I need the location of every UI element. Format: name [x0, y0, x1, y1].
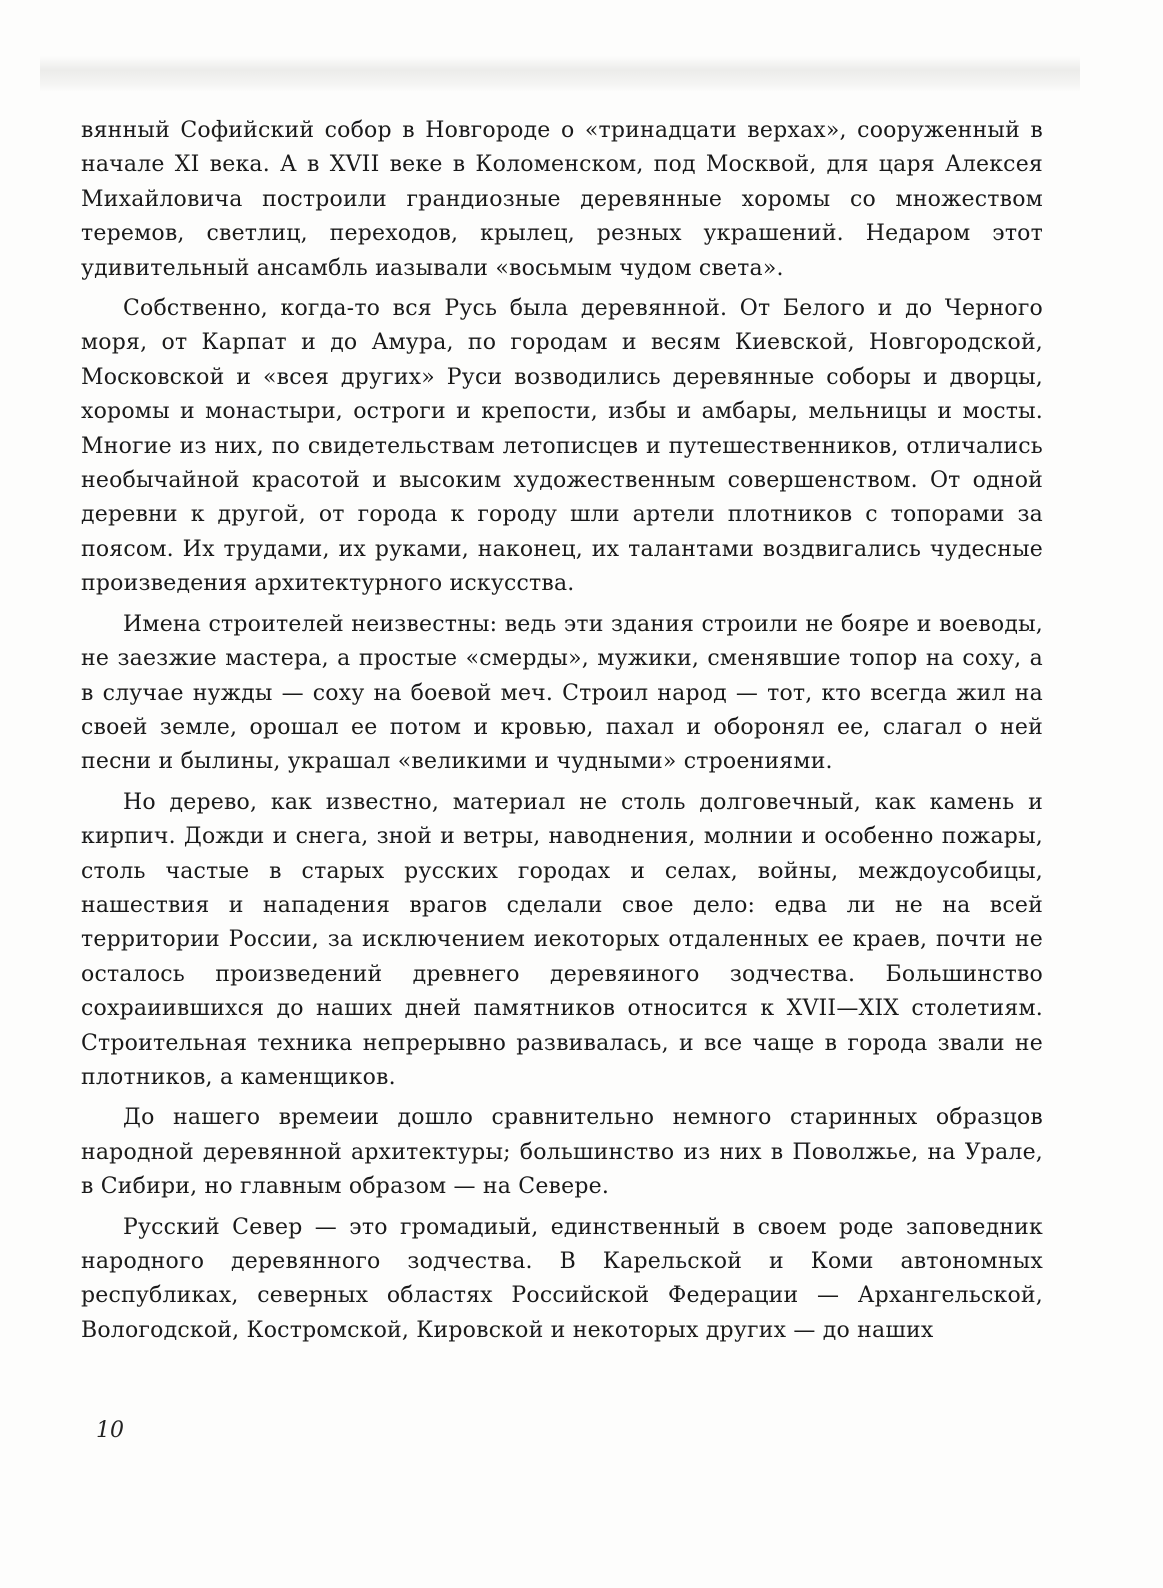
paragraph-2: Собственно, когда-то вся Русь была деревянной. От Белого и до Черного моря, от Карпат и до Амура, по городам и весям Киевской, Новгородской, Московской и «всея других» Руси возводились деревянные соборы и дворцы, хоромы и монастыри, остроги и крепости, избы и амбары, мельницы и мосты. Многие из них, по свидетельствам летописцев и путешественников, отличались необычайной красотой и высоким художественным совершенством. От одной деревни к другой, от города к городу шли артели плотников с топорами за поясом. Их трудами, их руками, наконец, их талантами воздвигались чудесные произведения архитектурного искусства.: [81, 296, 1043, 597]
paragraph-1: вянный Софийский собор в Новгороде о «тринадцати верхах», сооруженный в начале XI века. А в XVII веке в Коломенском, под Москвой, для царя Алексея Михайловича построили грандиозные деревянные хоромы со множеством теремов, светлиц, переходов, крылец, резных украшений. Недаром этот удивительный ансамбль иазывали «восьмым чудом света».: [81, 118, 1043, 281]
paragraph-6: Русский Север — это громадиый, единственный в своем роде заповедник народного деревянного зодчества. В Карельской и Коми автономных республиках, северных областях Российской Федерации — Архангельской, Вологодской, Костромской, Кировской и некоторых других — до наших: [81, 1214, 1043, 1343]
paragraph-4: Но дерево, как известно, материал не столь долговечный, как камень и кирпич. Дожди и снега, зной и ветры, наводнения, молнии и особенно пожары, столь частые в старых русских городах и селах, войны, междоусобицы, нашествия и нападения врагов сделали свое дело: едва ли не на всей территории России, за исключением иекоторых отдаленных ее краев, почти не осталось произведений древнего деревяиного зодчества. Большинство сохраиившихся до наших дней памятников относится к XVII—XIX столетиям. Строительная техника непрерывно развивалась, и все чаще в города звали не плотников, а каменщиков.: [81, 789, 1043, 1090]
page-body: [81, 114, 1043, 1354]
paragraph-3: Имена строителей неизвестны: ведь эти здания строили не бояре и воеводы, не заезжие мастера, а простые «смерды», мужики, сменявшие топор на соху, а в случае нужды — соху на боевой меч. Строил народ — тот, кто всегда жил на своей земле, орошал ее потом и кровью, пахал и оборонял ее, слагал о ней песни и былины, украшал «великими и чудными» строениями.: [81, 611, 1043, 775]
scan-shadow: [40, 56, 1080, 92]
page-number: 10: [96, 1418, 124, 1443]
paragraph-5: До нашего времеии дошло сравнительно немного старинных образцов народной деревянной архитектуры; большинство из них в Поволжье, на Урале, в Сибири, но главным образом — на Севере.: [81, 1105, 1043, 1200]
